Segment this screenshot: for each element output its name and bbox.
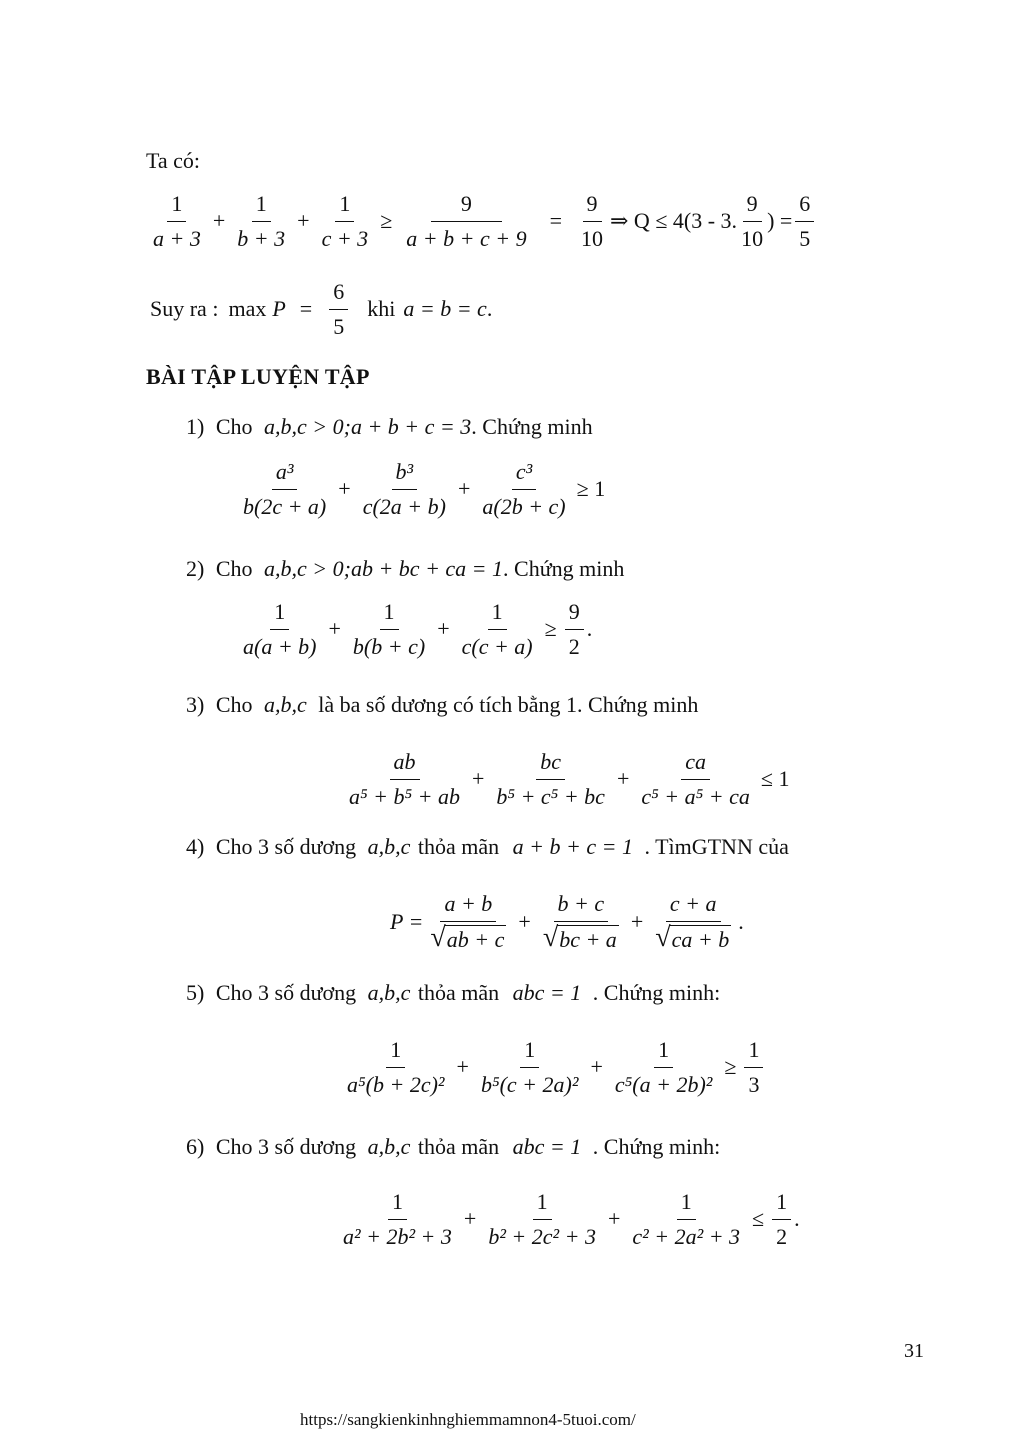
intro-fraction-2: $\frac{1}{b + 3}$ [237,191,286,251]
intro-fraction-3: $\frac{1}{c + 3}$ [321,191,369,251]
section-heading: BÀI TẬP LUYỆN TẬP [146,364,370,389]
exercise-1-term-1: $\frac{\text{a³}}{b(2c + a)}$ [243,459,327,519]
intro-fraction-1: $\frac{1}{a + 3}$ [153,191,201,251]
sqrt-symbol: √ bc + a [542,921,617,953]
conclusion-fraction: $\frac{6}{5}$ [329,278,348,340]
exercise-6-formula: $\frac{1}{\text{a² + 2b² + 3}}$ + $\frac{1}{\text{b² + 2c² + 3}}$ + $\frac{1}{\text{c² + 2a² + 3}}$ ≤ $\frac{1}{2}$ . [336,1188,800,1250]
exercise-2-statement: 2) Cho a,b,c > 0;ab + bc + ca = 1. Chứng minh [186,556,625,581]
exercise-4-term-1: a + b √ ab + c [430,891,505,953]
intro-implies: ⇒ Q ≤ 4(3 - 3. [610,208,738,233]
exercise-1-term-3: $\frac{\text{c³}}{a(2b + c)}$ [482,459,566,519]
exercise-2-formula: $\frac{1}{a(a + b)}$ + $\frac{1}{b(b + c)}$ + $\frac{1}{c(c + a)}$ ≥ $\frac{9}{2}$ . [236,598,592,660]
exercise-5-term-2: $\frac{1}{\text{b⁵(c + 2a)²}}$ [480,1037,579,1097]
exercise-4-term-2: b + c √ bc + a [542,891,617,953]
exercise-5-statement: 5) Cho 3 số dương a,b,c thỏa mãn abc = 1 . Chứng minh: [186,980,721,1005]
sqrt-symbol: √ ca + b [655,921,730,953]
exercise-6-term-3: $\frac{1}{\text{c² + 2a² + 3}}$ [632,1189,741,1249]
sqrt-symbol: √ ab + c [430,921,505,953]
exercise-1-formula: $\frac{\text{a³}}{b(2c + a)}$ + $\frac{\text{b³}}{c(2a + b)}$ + $\frac{\text{c³}}{a(2b + c)}$ ≥ 1 [236,458,605,520]
intro-fraction-5: $\frac{9}{10}$ [581,191,603,251]
exercise-2-term-1: $\frac{1}{a(a + b)}$ [243,599,317,659]
exercise-3-statement: 3) Cho a,b,c là ba số dương có tích bằng 1. Chứng minh [186,692,699,717]
intro-label: Ta có: [146,148,201,173]
exercise-1-statement: 1) Cho a,b,c > 0;a + b + c = 3. Chứng minh [186,414,593,439]
exercise-1-term-2: $\frac{\text{b³}}{c(2a + b)}$ [362,459,446,519]
exercise-2-term-2: $\frac{1}{b(b + c)}$ [352,599,426,659]
intro-fraction-6: $\frac{9}{10}$ [741,191,764,251]
exercise-5-term-1: $\frac{1}{\text{a⁵(b + 2c)²}}$ [347,1037,445,1097]
exercise-2-rhs: $\frac{9}{2}$ [565,598,584,660]
intro-fraction-7: $\frac{6}{5}$ [795,190,814,252]
exercise-6-statement: 6) Cho 3 số dương a,b,c thỏa mãn abc = 1 . Chứng minh: [186,1134,721,1159]
exercise-3-formula: $\frac{ab}{\text{a⁵ + b⁵ + ab}}$ + $\frac{bc}{\text{b⁵ + c⁵ + bc}}$ + $\frac{ca}{\text{c⁵ + a⁵ + ca}}$ ≤ 1 [342,748,789,810]
exercise-6-term-1: $\frac{1}{\text{a² + 2b² + 3}}$ [343,1189,452,1249]
exercise-4-term-3: c + a √ ca + b [655,891,730,953]
exercise-5-term-3: $\frac{1}{\text{c⁵(a + 2b)²}}$ [614,1037,713,1097]
exercise-2-term-3: $\frac{1}{c(c + a)}$ [461,599,533,659]
exercise-3-term-1: $\frac{ab}{\text{a⁵ + b⁵ + ab}}$ [349,749,460,809]
exercise-3-term-3: $\frac{ca}{\text{c⁵ + a⁵ + ca}}$ [641,749,750,809]
exercise-5-formula: $\frac{1}{\text{a⁵(b + 2c)²}}$ + $\frac{1}{\text{b⁵(c + 2a)²}}$ + $\frac{1}{\text{c⁵(a + 2b)²}}$ ≥ $\frac{1}{3}$ [340,1036,766,1098]
exercise-3-term-2: $\frac{bc}{\text{b⁵ + c⁵ + bc}}$ [496,749,605,809]
footer-url[interactable]: https://sangkienkinhnghiemmamnon4-5tuoi.com/ [300,1410,636,1429]
intro-fraction-4: $\frac{9}{a + b + c + 9}$ [406,191,527,251]
exercise-5-rhs: $\frac{1}{3}$ [744,1036,763,1098]
conclusion: Suy ra : max P = $\frac{6}{5}$ khi a = b = c . [150,279,493,339]
page-number: 31 [904,1340,924,1362]
exercise-6-rhs: $\frac{1}{2}$ [772,1188,791,1250]
exercise-6-term-2: $\frac{1}{\text{b² + 2c² + 3}}$ [488,1189,596,1249]
intro-inequality: $\frac{1}{a + 3}$ + $\frac{1}{b + 3}$ + $\frac{1}{c + 3}$ ≥ $\frac{9}{a + b + c + 9}$ = $\frac{9}{10}$ ⇒ Q ≤ 4(3 - 3. $\frac{9}{10}$ ) = $\frac{6}{5}$ [146,190,817,252]
exercise-4-statement: 4) Cho 3 số dương a,b,c thỏa mãn a + b + c = 1 . TìmGTNN của [186,834,789,859]
exercise-4-formula: P = a + b √ ab + c + b + c √ bc + a + c + a √ ca + b . [390,891,744,953]
